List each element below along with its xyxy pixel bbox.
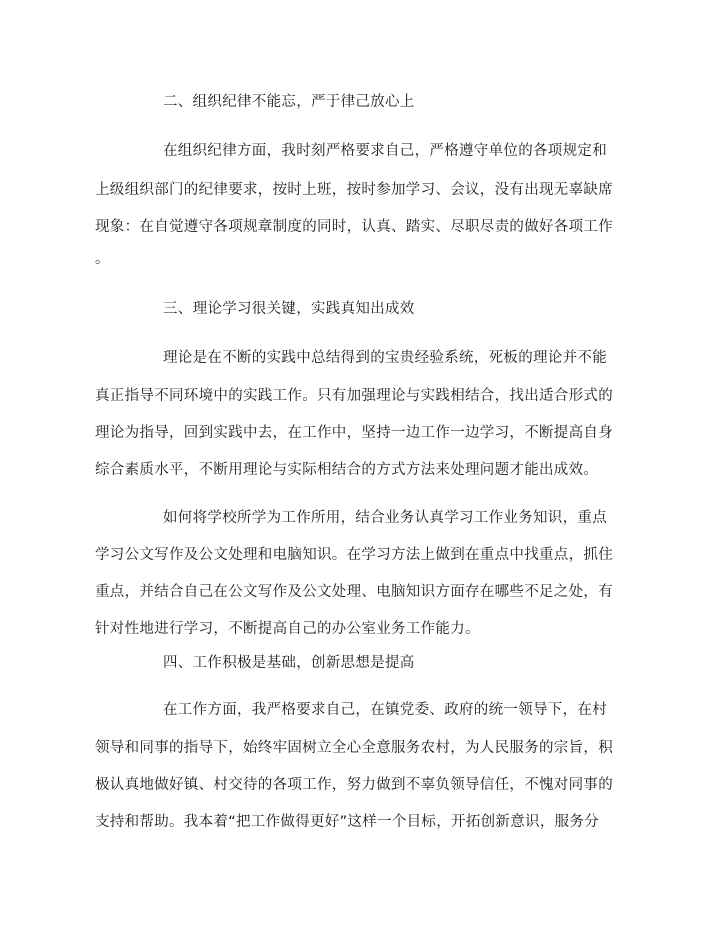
paragraph-line: 针对性地进行学习，不断提高自己的办公室业务工作能力。 (95, 621, 480, 637)
paragraph-line: 理论是在不断的实践中总结得到的宝贵经验系统，死板的理论并不能 (163, 350, 607, 366)
paragraph-line: 重点，并结合自己在公文写作及公文处理、电脑知识方面存在哪些不足之处，有 (95, 584, 613, 600)
paragraph-line: 领导和同事的指导下，始终牢固树立全心全意服务农村，为人民服务的宗旨，积 (95, 740, 613, 756)
paragraph-line: 在工作方面，我严格要求自己，在镇党委、政府的统一领导下，在村 (163, 702, 607, 718)
paragraph-line: 综合素质水平，不断用理论与实际相结合的方式方法来处理问题才能出成效。 (95, 462, 599, 478)
paragraph-line: 理论为指导，回到实践中去，在工作中，坚持一边工作一边学习，不断提高自身 (95, 425, 613, 441)
paragraph-line: 现象：在自觉遵守各项规章制度的同时，认真、踏实、尽职尽责的做好各项工作 (95, 219, 613, 235)
paragraph-line: 。 (95, 251, 110, 267)
paragraph-line: 学习公文写作及公文处理和电脑知识。在学习方法上做到在重点中找重点，抓住 (95, 547, 613, 563)
paragraph-line: 真正指导不同环境中的实践工作。只有加强理论与实践相结合，找出适合形式的 (95, 388, 613, 404)
section-heading-2: 二、组织纪律不能忘，严于律己放心上 (163, 94, 415, 110)
section-heading-4: 四、工作积极是基础，创新思想是提高 (163, 655, 415, 671)
paragraph-line: 在组织纪律方面，我时刻严格要求自己，严格遵守单位的各项规定和 (163, 143, 607, 159)
paragraph-line: 极认真地做好镇、村交待的各项工作，努力做到不辜负领导信任，不愧对同事的 (95, 777, 613, 793)
paragraph-line: 如何将学校所学为工作所用，结合业务认真学习工作业务知识，重点 (163, 510, 607, 526)
paragraph-line: 支持和帮助。我本着“把工作做得更好”这样一个目标，开拓创新意识，服务分 (95, 814, 600, 830)
paragraph-line: 上级组织部门的纪律要求，按时上班，按时参加学习、会议，没有出现无辜缺席 (95, 182, 613, 198)
section-heading-3: 三、理论学习很关键，实践真知出成效 (163, 301, 415, 317)
